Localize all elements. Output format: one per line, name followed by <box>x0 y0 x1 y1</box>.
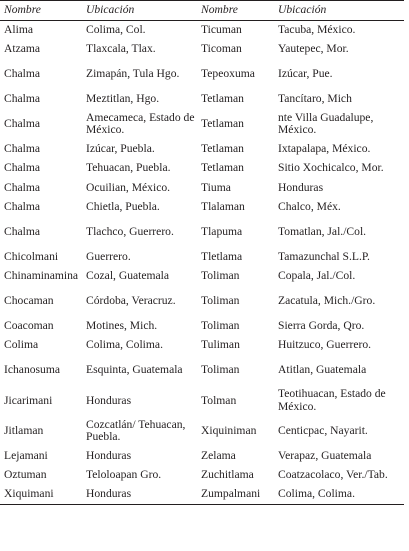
cell-ubicacion-2: Tamazunchal S.L.P. <box>278 249 370 263</box>
cell-ubicacion-2: Izúcar, Pue. <box>278 67 333 81</box>
cell-nombre-2: Tolman <box>201 393 237 407</box>
cell-nombre-2: Tiuma <box>201 180 231 194</box>
cell-ubicacion-2: Tancítaro, Mich <box>278 92 352 106</box>
table-body <box>0 21 404 505</box>
cell-nombre-1: Xiquimani <box>4 487 54 501</box>
cell-nombre-1: Chinaminamina <box>4 269 79 283</box>
table-row <box>0 159 404 178</box>
cell-nombre-2: Toliman <box>201 294 240 308</box>
cell-nombre-2: Zumpalmani <box>201 487 261 501</box>
table-row <box>0 40 404 59</box>
cell-ubicacion-1: Guerrero. <box>86 249 131 263</box>
cell-nombre-2: Tlalaman <box>201 199 245 213</box>
table-row <box>0 267 404 286</box>
cell-nombre-1: Alima <box>4 23 33 37</box>
cell-nombre-2: Xiquiniman <box>201 423 257 437</box>
header-row <box>0 1 404 21</box>
cell-ubicacion-1: Colima, Colima. <box>86 338 163 352</box>
cell-ubicacion-1: Honduras <box>86 393 132 407</box>
cell-nombre-2: Toliman <box>201 363 240 377</box>
header-ubicacion-2: Ubicación <box>278 3 327 17</box>
header-ubicacion-1: Ubicación <box>86 3 135 17</box>
cell-ubicacion-2: Zacatula, Mich./Gro. <box>278 294 376 308</box>
table-row <box>0 139 404 158</box>
cell-nombre-2: Ticoman <box>201 42 242 56</box>
table-row <box>0 217 404 247</box>
cell-ubicacion-1: Zimapán, Tula Hgo. <box>86 67 180 81</box>
cell-ubicacion-1: Teloloapan Gro. <box>86 468 162 482</box>
cell-nombre-2: Tetlaman <box>201 92 244 106</box>
cell-ubicacion-2: Huitzuco, Guerrero. <box>278 338 372 352</box>
cell-ubicacion-1: Tlachco, Guerrero. <box>86 224 174 238</box>
cell-nombre-1: Chocaman <box>4 294 54 308</box>
header-nombre-2: Nombre <box>201 3 238 17</box>
cell-ubicacion-1: Izúcar, Puebla. <box>86 141 155 155</box>
cell-nombre-1: Coacoman <box>4 318 54 332</box>
cell-ubicacion-2: Copala, Jal./Col. <box>278 269 356 283</box>
cell-ubicacion-2: nte Villa Guadalupe, México. <box>278 110 374 137</box>
cell-ubicacion-2: Verapaz, Guatemala <box>278 448 372 462</box>
cell-nombre-2: Tetlaman <box>201 141 244 155</box>
cell-nombre-1: Chalma <box>4 161 41 175</box>
table-row <box>0 90 404 109</box>
cell-nombre-1: Atzama <box>4 42 41 56</box>
cell-ubicacion-1: Cozcatlán/ Tehuacan, Puebla. <box>86 417 186 444</box>
cell-nombre-1: Chalma <box>4 141 41 155</box>
cell-nombre-1: Chalma <box>4 224 41 238</box>
cell-nombre-2: Toliman <box>201 269 240 283</box>
table-row <box>0 386 404 416</box>
cell-nombre-1: Jitlaman <box>4 423 44 437</box>
cell-ubicacion-1: Motines, Mich. <box>86 318 158 332</box>
cell-nombre-1: Chalma <box>4 199 41 213</box>
cell-ubicacion-1: Cozal, Guatemala <box>86 269 170 283</box>
cell-ubicacion-1: Honduras <box>86 487 132 501</box>
cell-nombre-2: Tletlama <box>201 249 243 263</box>
table-row <box>0 485 404 504</box>
cell-nombre-2: Toliman <box>201 318 240 332</box>
cell-nombre-2: Tetlaman <box>201 116 244 130</box>
cell-ubicacion-2: Sierra Gorda, Qro. <box>278 318 365 332</box>
cell-ubicacion-2: Tacuba, México. <box>278 23 356 37</box>
cell-nombre-1: Chalma <box>4 67 41 81</box>
cell-nombre-2: Zelama <box>201 448 236 462</box>
cell-ubicacion-2: Teotihuacan, Estado de México. <box>278 387 386 413</box>
cell-nombre-2: Tlapuma <box>201 224 243 238</box>
table-row <box>0 21 404 40</box>
table-row <box>0 198 404 217</box>
cell-ubicacion-2: Sitio Xochicalco, Mor. <box>278 161 384 175</box>
table-row <box>0 317 404 336</box>
header-nombre-1: Nombre <box>4 3 41 17</box>
cell-ubicacion-1: Tlaxcala, Tlax. <box>86 42 156 56</box>
cell-ubicacion-2: Honduras <box>278 180 324 194</box>
cell-nombre-1: Chalma <box>4 180 41 194</box>
cell-nombre-1: Oztuman <box>4 468 47 482</box>
cell-ubicacion-1: Esquinta, Guatemala <box>86 363 183 377</box>
table-row <box>0 59 404 89</box>
table-row <box>0 247 404 266</box>
cell-nombre-2: Ticuman <box>201 23 242 37</box>
table-row <box>0 336 404 355</box>
cell-ubicacion-2: Tomatlan, Jal./Col. <box>278 224 367 238</box>
cell-ubicacion-1: Tehuacan, Puebla. <box>86 161 171 175</box>
cell-ubicacion-2: Coatzacolaco, Ver./Tab. <box>278 468 388 482</box>
cell-ubicacion-1: Córdoba, Veracruz. <box>86 294 176 308</box>
cell-ubicacion-1: Chietla, Puebla. <box>86 199 160 213</box>
cell-ubicacion-1: Honduras <box>86 448 132 462</box>
cell-ubicacion-2: Centicpac, Nayarit. <box>278 423 368 437</box>
cell-nombre-2: Tetlaman <box>201 161 244 175</box>
cell-nombre-1: Chalma <box>4 116 41 130</box>
cell-ubicacion-2: Yautepec, Mor. <box>278 42 349 56</box>
cell-ubicacion-2: Atitlan, Guatemala <box>278 363 367 377</box>
table-row <box>0 416 404 446</box>
table-row <box>0 466 404 485</box>
cell-nombre-2: Tuliman <box>201 338 240 352</box>
table-header <box>0 1 404 21</box>
cell-ubicacion-1: Amecameca, Estado de México. <box>86 110 195 137</box>
cell-ubicacion-2: Chalco, Méx. <box>278 199 341 213</box>
cell-nombre-1: Jicarimani <box>4 393 53 407</box>
table-row <box>0 447 404 466</box>
cell-nombre-1: Colima <box>4 338 39 352</box>
table-row <box>0 355 404 385</box>
table-row <box>0 286 404 316</box>
cell-nombre-1: Chicolmani <box>4 249 59 263</box>
cell-ubicacion-2: Ixtapalapa, México. <box>278 141 371 155</box>
cell-ubicacion-1: Meztitlan, Hgo. <box>86 92 160 106</box>
table-row <box>0 178 404 197</box>
table-row <box>0 109 404 139</box>
cell-ubicacion-1: Ocuilian, México. <box>86 180 171 194</box>
cell-nombre-1: Lejamani <box>4 448 48 462</box>
cell-nombre-1: Ichanosuma <box>4 363 61 377</box>
cell-nombre-1: Chalma <box>4 92 41 106</box>
cell-nombre-2: Tepeoxuma <box>201 67 255 81</box>
cell-ubicacion-1: Colima, Col. <box>86 23 146 37</box>
cell-ubicacion-2: Colima, Colima. <box>278 487 355 501</box>
cell-nombre-2: Zuchitlama <box>201 468 254 482</box>
